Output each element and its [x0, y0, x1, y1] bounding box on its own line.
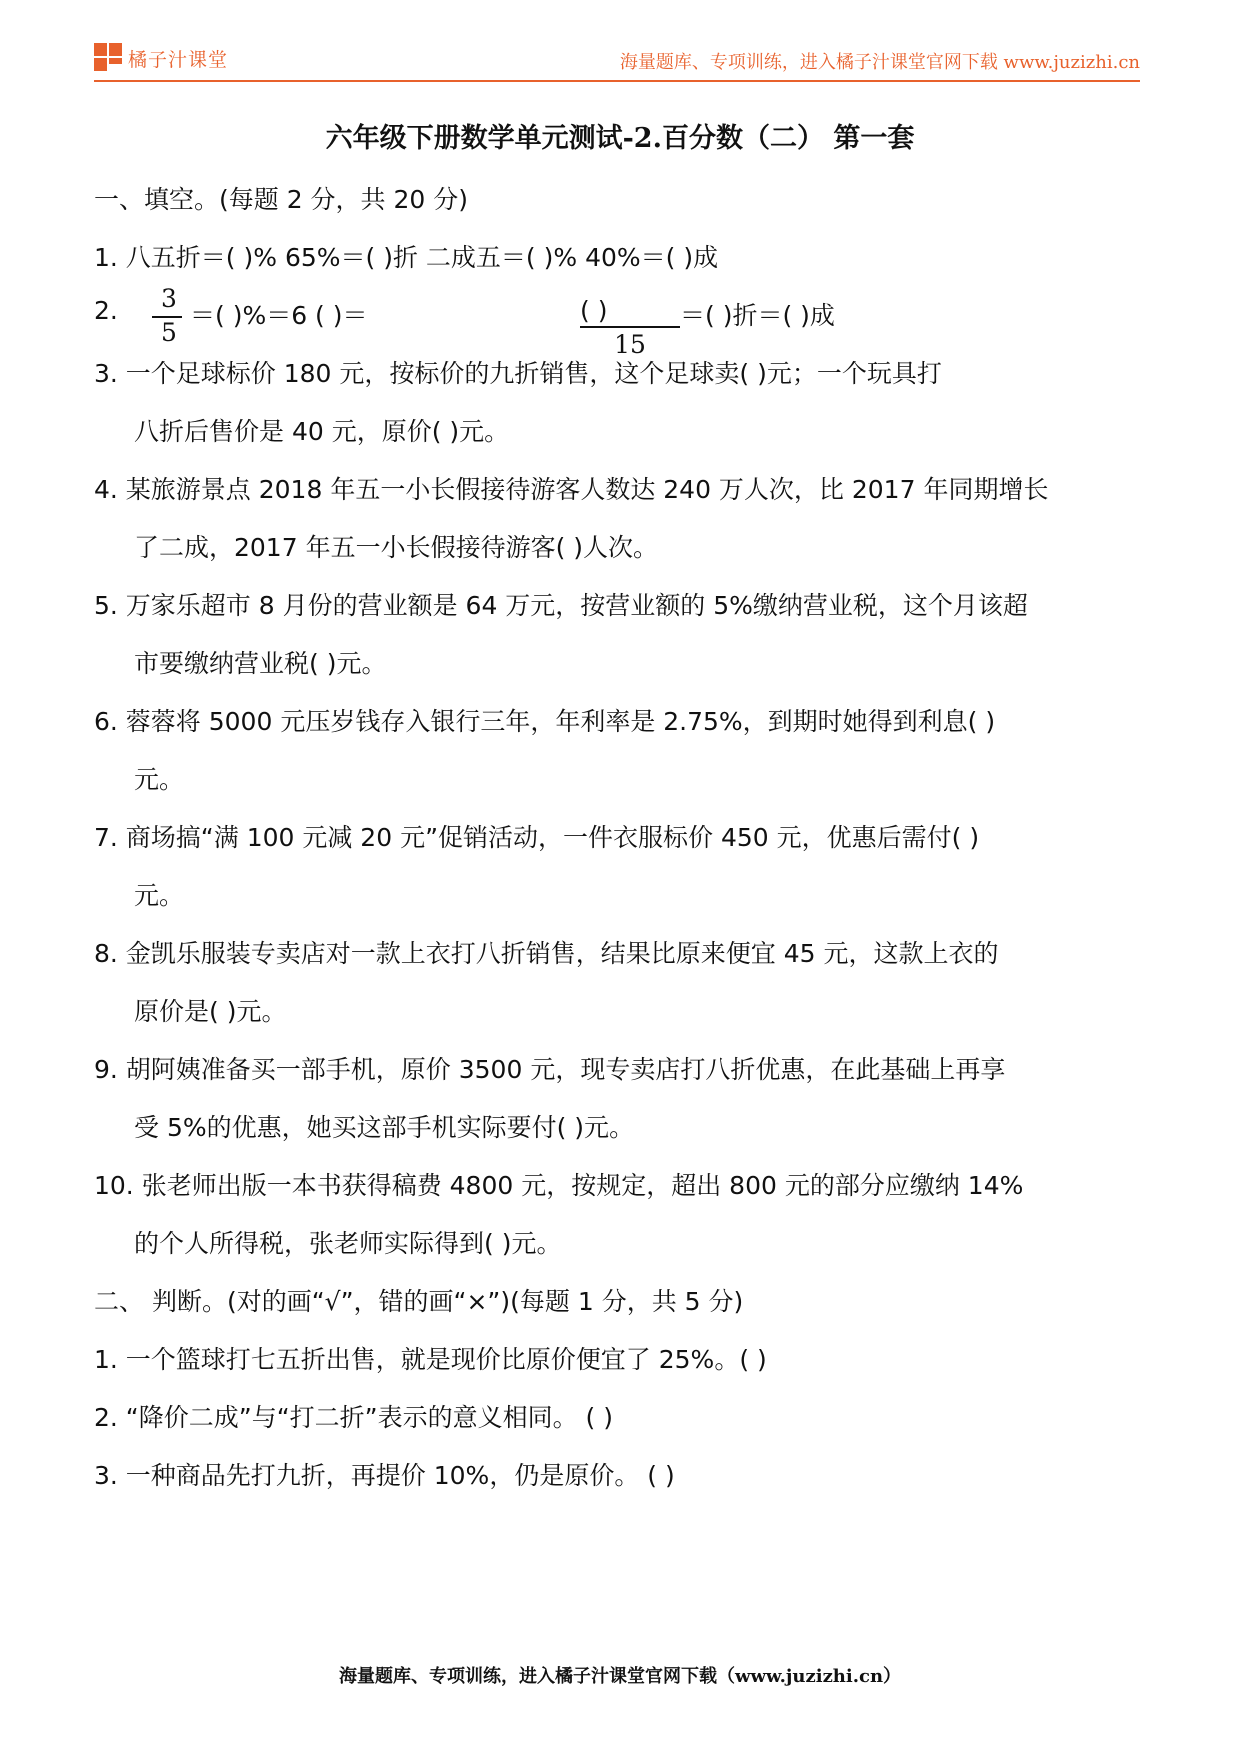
question-1: 1. 八五折＝( )% 65%＝( )折 二成五＝( )% 40%＝( )成	[94, 243, 719, 272]
blank-fraction-denominator: 15	[614, 330, 646, 359]
question-2-middle: ＝( )%＝6 ( )＝	[190, 301, 368, 330]
question-2-number: 2.	[94, 296, 118, 325]
brand-logo	[94, 44, 228, 72]
question-3-line-2: 八折后售价是 40 元，原价( )元。	[134, 417, 510, 446]
question-7-line-1: 7. 商场搞“满 100 元减 20 元”促销活动，一件衣服标价 450 元，优惠后需付( )	[94, 823, 980, 852]
question-9-line-2: 受 5%的优惠，她买这部手机实际要付( )元。	[134, 1113, 635, 1142]
question-4-line-2: 了二成，2017 年五一小长假接待游客( )人次。	[134, 533, 659, 562]
question-7-line-2: 元。	[134, 881, 185, 910]
header-slogan: 海量题库、专项训练，进入橘子汁课堂官网下载 www.juzizhi.cn	[619, 52, 1140, 73]
question-8-line-1: 8. 金凯乐服装专卖店对一款上衣打八折销售，结果比原来便宜 45 元，这款上衣的	[94, 939, 999, 968]
header-divider	[94, 80, 1140, 82]
question-9-line-1: 9. 胡阿姨准备买一部手机，原价 3500 元，现专卖店打八折优惠，在此基础上再享	[94, 1055, 1006, 1084]
question-10-line-1: 10. 张老师出版一本书获得稿费 4800 元，按规定，超出 800 元的部分应缴纳 14%	[94, 1171, 1024, 1200]
blank-fraction-numerator: ( )	[580, 296, 608, 325]
question-10-line-2: 的个人所得税，张老师实际得到( )元。	[134, 1229, 562, 1258]
section2-heading: 二、 判断。(对的画“√”，错的画“×”)(每题 1 分，共 5 分)	[94, 1287, 744, 1316]
question-5-line-2: 市要缴纳营业税( )元。	[134, 649, 387, 678]
logo-icon	[94, 43, 124, 73]
question-2-tail: ＝( )折＝( )成	[680, 301, 835, 330]
blank-fraction-bar	[580, 326, 680, 328]
question-3-line-1: 3. 一个足球标价 180 元，按标价的九折销售，这个足球卖( )元；一个玩具打	[94, 359, 942, 388]
judgement-3: 3. 一种商品先打九折，再提价 10%，仍是原价。 ( )	[94, 1461, 675, 1490]
judgement-2: 2. “降价二成”与“打二折”表示的意义相同。 ( )	[94, 1403, 614, 1432]
fraction-denominator: 5	[161, 318, 177, 347]
logo-text: 橘子汁课堂	[128, 48, 229, 71]
question-8-line-2: 原价是( )元。	[134, 997, 287, 1026]
page-header	[94, 40, 1140, 80]
question-6-line-2: 元。	[134, 765, 185, 794]
question-5-line-1: 5. 万家乐超市 8 月份的营业额是 64 万元，按营业额的 5%缴纳营业税，这个月该超	[94, 591, 1028, 620]
page-title: 六年级下册数学单元测试-2.百分数（二） 第一套	[325, 123, 915, 154]
judgement-1: 1. 一个篮球打七五折出售，就是现价比原价便宜了 25%。( )	[94, 1345, 767, 1374]
question-4-line-1: 4. 某旅游景点 2018 年五一小长假接待游客人数达 240 万人次，比 2017 年同期增长	[94, 475, 1049, 504]
fraction-numerator: 3	[161, 284, 177, 313]
page-footer: 海量题库、专项训练，进入橘子汁课堂官网下载（www.juzizhi.cn）	[338, 1666, 902, 1687]
question-6-line-1: 6. 蓉蓉将 5000 元压岁钱存入银行三年，年利率是 2.75%，到期时她得到利息( )	[94, 707, 996, 736]
section1-heading: 一、填空。(每题 2 分，共 20 分)	[94, 185, 469, 214]
